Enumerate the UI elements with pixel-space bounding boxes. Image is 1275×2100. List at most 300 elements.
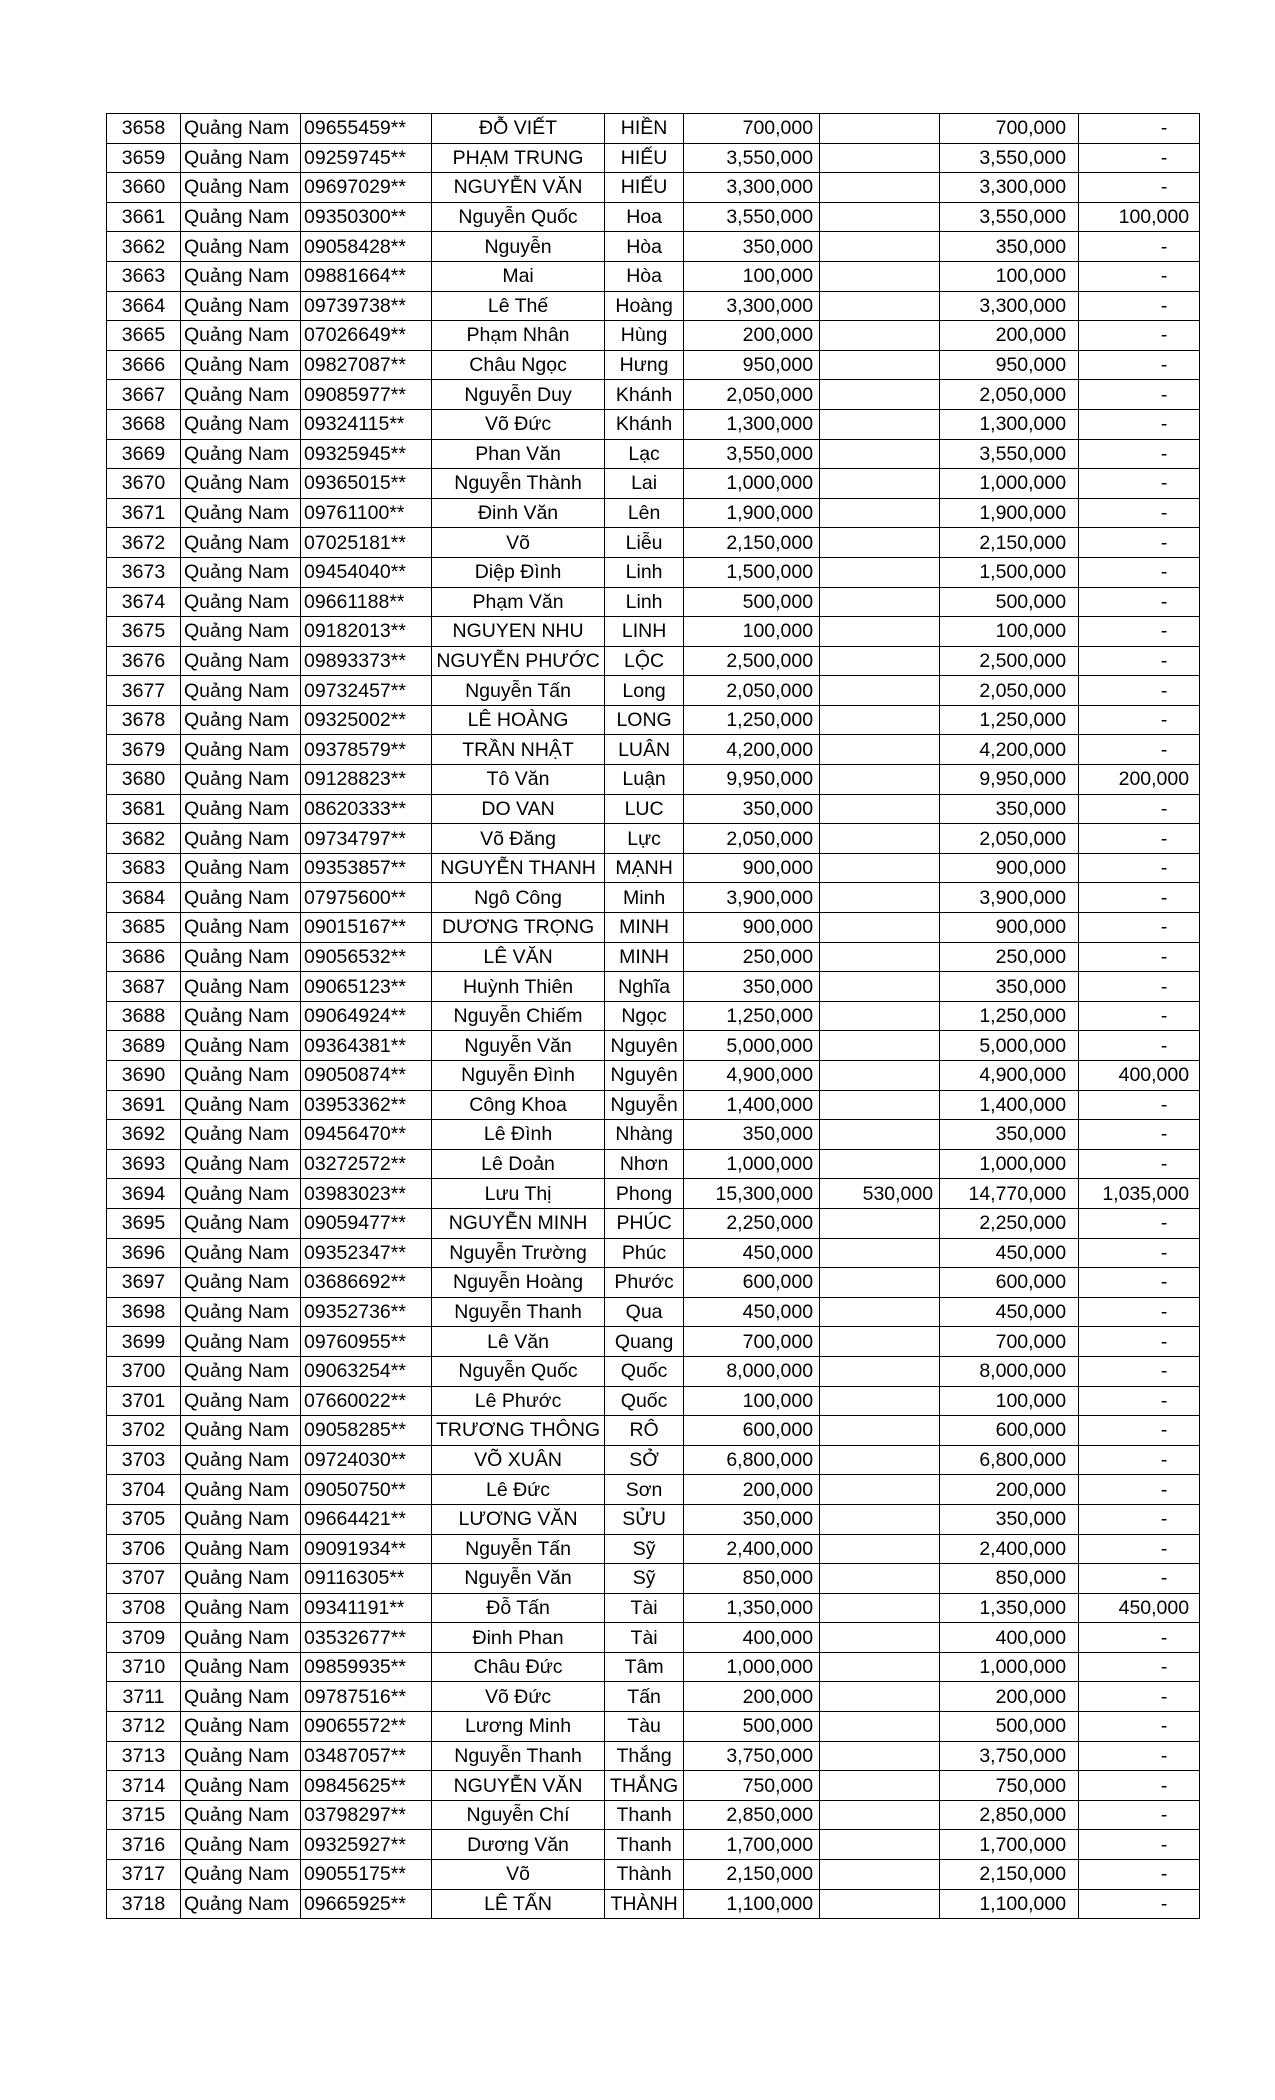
amount-paid-cell: 3,550,000: [940, 202, 1079, 232]
amount-paid-cell: 1,700,000: [940, 1830, 1079, 1860]
amount-deducted-cell: [820, 439, 940, 469]
row-number-cell: 3705: [107, 1504, 181, 1534]
amount-total-cell: 350,000: [684, 232, 820, 262]
amount-extra-cell: -: [1079, 1682, 1200, 1712]
row-number-cell: 3691: [107, 1090, 181, 1120]
amount-paid-cell: 900,000: [940, 853, 1079, 883]
phone-cell: 09058428**: [301, 232, 432, 262]
table-row: [107, 1238, 1200, 1268]
amount-extra-cell: -: [1079, 439, 1200, 469]
surname-middle-cell: LÊ TẤN: [432, 1889, 605, 1919]
surname-middle-cell: Nguyễn Chiếm: [432, 1001, 605, 1031]
table-row: [107, 1741, 1200, 1771]
province-cell: Quảng Nam: [181, 883, 301, 913]
given-name-cell: LỘC: [605, 646, 684, 676]
surname-middle-cell: Nguyễn Văn: [432, 1031, 605, 1061]
province-cell: Quảng Nam: [181, 528, 301, 558]
amount-paid-cell: 400,000: [940, 1623, 1079, 1653]
phone-cell: 09350300**: [301, 202, 432, 232]
given-name-cell: Nghĩa: [605, 972, 684, 1002]
amount-deducted-cell: [820, 646, 940, 676]
province-cell: Quảng Nam: [181, 617, 301, 647]
phone-cell: 09827087**: [301, 350, 432, 380]
amount-extra-cell: -: [1079, 1416, 1200, 1446]
row-number-cell: 3710: [107, 1652, 181, 1682]
amount-extra-cell: -: [1079, 1445, 1200, 1475]
amount-paid-cell: 2,400,000: [940, 1534, 1079, 1564]
given-name-cell: Hòa: [605, 232, 684, 262]
given-name-cell: Tài: [605, 1593, 684, 1623]
amount-deducted-cell: [820, 765, 940, 795]
amount-extra-cell: -: [1079, 1741, 1200, 1771]
amount-extra-cell: -: [1079, 1564, 1200, 1594]
phone-cell: 09893373**: [301, 646, 432, 676]
amount-extra-cell: -: [1079, 705, 1200, 735]
amount-extra-cell: -: [1079, 1800, 1200, 1830]
amount-total-cell: 100,000: [684, 617, 820, 647]
amount-extra-cell: -: [1079, 409, 1200, 439]
table-row: [107, 321, 1200, 351]
amount-paid-cell: 14,770,000: [940, 1179, 1079, 1209]
given-name-cell: Hoa: [605, 202, 684, 232]
phone-cell: 09859935**: [301, 1652, 432, 1682]
amount-paid-cell: 350,000: [940, 972, 1079, 1002]
amount-paid-cell: 1,000,000: [940, 469, 1079, 499]
amount-total-cell: 1,500,000: [684, 557, 820, 587]
amount-paid-cell: 2,250,000: [940, 1208, 1079, 1238]
phone-cell: 09182013**: [301, 617, 432, 647]
amount-extra-cell: -: [1079, 1031, 1200, 1061]
given-name-cell: Sơn: [605, 1475, 684, 1505]
amount-deducted-cell: [820, 1889, 940, 1919]
amount-deducted-cell: [820, 1623, 940, 1653]
surname-middle-cell: Nguyễn Đình: [432, 1061, 605, 1091]
surname-middle-cell: TRẦN NHẬT: [432, 735, 605, 765]
given-name-cell: THẮNG: [605, 1771, 684, 1801]
given-name-cell: Nhàng: [605, 1120, 684, 1150]
province-cell: Quảng Nam: [181, 114, 301, 144]
amount-extra-cell: -: [1079, 617, 1200, 647]
phone-cell: 09065572**: [301, 1712, 432, 1742]
given-name-cell: Thắng: [605, 1741, 684, 1771]
table-row: [107, 1356, 1200, 1386]
phone-cell: 09064924**: [301, 1001, 432, 1031]
amount-total-cell: 950,000: [684, 350, 820, 380]
phone-cell: 09063254**: [301, 1356, 432, 1386]
surname-middle-cell: Lê Thế: [432, 291, 605, 321]
row-number-cell: 3717: [107, 1860, 181, 1890]
amount-total-cell: 2,150,000: [684, 1860, 820, 1890]
given-name-cell: Nhơn: [605, 1149, 684, 1179]
amount-total-cell: 450,000: [684, 1238, 820, 1268]
given-name-cell: LUÂN: [605, 735, 684, 765]
surname-middle-cell: Châu Đức: [432, 1652, 605, 1682]
table-row: [107, 1682, 1200, 1712]
amount-total-cell: 200,000: [684, 1475, 820, 1505]
province-cell: Quảng Nam: [181, 1031, 301, 1061]
amount-total-cell: 6,800,000: [684, 1445, 820, 1475]
phone-cell: 09787516**: [301, 1682, 432, 1712]
amount-total-cell: 1,100,000: [684, 1889, 820, 1919]
amount-paid-cell: 750,000: [940, 1771, 1079, 1801]
amount-deducted-cell: [820, 1504, 940, 1534]
phone-cell: 09734797**: [301, 824, 432, 854]
given-name-cell: Hòa: [605, 261, 684, 291]
province-cell: Quảng Nam: [181, 232, 301, 262]
surname-middle-cell: Nguyễn Chí: [432, 1800, 605, 1830]
amount-extra-cell: -: [1079, 1327, 1200, 1357]
amount-total-cell: 1,350,000: [684, 1593, 820, 1623]
province-cell: Quảng Nam: [181, 321, 301, 351]
amount-total-cell: 2,400,000: [684, 1534, 820, 1564]
given-name-cell: Hoàng: [605, 291, 684, 321]
amount-deducted-cell: [820, 498, 940, 528]
table-row: [107, 883, 1200, 913]
table-row: [107, 1297, 1200, 1327]
phone-cell: 09697029**: [301, 173, 432, 203]
given-name-cell: Phúc: [605, 1238, 684, 1268]
table-row: [107, 1268, 1200, 1298]
amount-extra-cell: -: [1079, 1149, 1200, 1179]
amount-extra-cell: 200,000: [1079, 765, 1200, 795]
phone-cell: 09341191**: [301, 1593, 432, 1623]
amount-deducted-cell: [820, 1445, 940, 1475]
given-name-cell: Qua: [605, 1297, 684, 1327]
table-row: [107, 528, 1200, 558]
phone-cell: 09456470**: [301, 1120, 432, 1150]
table-row: [107, 735, 1200, 765]
amount-paid-cell: 1,000,000: [940, 1652, 1079, 1682]
province-cell: Quảng Nam: [181, 380, 301, 410]
surname-middle-cell: TRƯƠNG THÔNG: [432, 1416, 605, 1446]
table-row: [107, 143, 1200, 173]
surname-middle-cell: Nguyễn Thành: [432, 469, 605, 499]
amount-paid-cell: 200,000: [940, 321, 1079, 351]
surname-middle-cell: VÕ XUÂN: [432, 1445, 605, 1475]
phone-cell: 09353857**: [301, 853, 432, 883]
surname-middle-cell: NGUYỄN PHƯỚC: [432, 646, 605, 676]
amount-extra-cell: -: [1079, 469, 1200, 499]
row-number-cell: 3702: [107, 1416, 181, 1446]
surname-middle-cell: Nguyễn: [432, 232, 605, 262]
amount-total-cell: 1,300,000: [684, 409, 820, 439]
phone-cell: 09378579**: [301, 735, 432, 765]
phone-cell: 09056532**: [301, 942, 432, 972]
row-number-cell: 3682: [107, 824, 181, 854]
row-number-cell: 3658: [107, 114, 181, 144]
row-number-cell: 3671: [107, 498, 181, 528]
province-cell: Quảng Nam: [181, 1386, 301, 1416]
surname-middle-cell: ĐỖ VIẾT: [432, 114, 605, 144]
amount-extra-cell: -: [1079, 1504, 1200, 1534]
amount-extra-cell: -: [1079, 646, 1200, 676]
amount-deducted-cell: [820, 1771, 940, 1801]
row-number-cell: 3707: [107, 1564, 181, 1594]
table-row: [107, 676, 1200, 706]
table-row: [107, 1800, 1200, 1830]
row-number-cell: 3709: [107, 1623, 181, 1653]
province-cell: Quảng Nam: [181, 1771, 301, 1801]
table-row: [107, 291, 1200, 321]
surname-middle-cell: Ngô Công: [432, 883, 605, 913]
amount-deducted-cell: [820, 942, 940, 972]
row-number-cell: 3718: [107, 1889, 181, 1919]
table-row: [107, 1416, 1200, 1446]
row-number-cell: 3664: [107, 291, 181, 321]
province-cell: Quảng Nam: [181, 1061, 301, 1091]
table-row: [107, 617, 1200, 647]
surname-middle-cell: Lê Phước: [432, 1386, 605, 1416]
amount-total-cell: 3,550,000: [684, 439, 820, 469]
surname-middle-cell: Tô Văn: [432, 765, 605, 795]
row-number-cell: 3699: [107, 1327, 181, 1357]
province-cell: Quảng Nam: [181, 1593, 301, 1623]
amount-total-cell: 1,000,000: [684, 469, 820, 499]
amount-deducted-cell: [820, 1120, 940, 1150]
amount-deducted-cell: [820, 528, 940, 558]
surname-middle-cell: Lê Đình: [432, 1120, 605, 1150]
phone-cell: 09352736**: [301, 1297, 432, 1327]
table-row: [107, 1090, 1200, 1120]
province-cell: Quảng Nam: [181, 173, 301, 203]
province-cell: Quảng Nam: [181, 1889, 301, 1919]
amount-deducted-cell: [820, 1356, 940, 1386]
phone-cell: 09881664**: [301, 261, 432, 291]
province-cell: Quảng Nam: [181, 1120, 301, 1150]
given-name-cell: Ngọc: [605, 1001, 684, 1031]
surname-middle-cell: Nguyễn Văn: [432, 1564, 605, 1594]
row-number-cell: 3683: [107, 853, 181, 883]
amount-paid-cell: 3,300,000: [940, 291, 1079, 321]
province-cell: Quảng Nam: [181, 1504, 301, 1534]
amount-paid-cell: 3,550,000: [940, 143, 1079, 173]
amount-extra-cell: -: [1079, 1860, 1200, 1890]
amount-total-cell: 500,000: [684, 1712, 820, 1742]
row-number-cell: 3711: [107, 1682, 181, 1712]
amount-total-cell: 200,000: [684, 321, 820, 351]
given-name-cell: Minh: [605, 883, 684, 913]
row-number-cell: 3712: [107, 1712, 181, 1742]
phone-cell: 09365015**: [301, 469, 432, 499]
row-number-cell: 3677: [107, 676, 181, 706]
amount-paid-cell: 2,050,000: [940, 380, 1079, 410]
amount-total-cell: 2,150,000: [684, 528, 820, 558]
amount-paid-cell: 450,000: [940, 1238, 1079, 1268]
table-row: [107, 1712, 1200, 1742]
amount-deducted-cell: [820, 232, 940, 262]
amount-deducted-cell: [820, 1149, 940, 1179]
amount-paid-cell: 450,000: [940, 1297, 1079, 1327]
amount-deducted-cell: [820, 913, 940, 943]
surname-middle-cell: Nguyễn Quốc: [432, 1356, 605, 1386]
amount-extra-cell: -: [1079, 1208, 1200, 1238]
amount-paid-cell: 250,000: [940, 942, 1079, 972]
given-name-cell: Hưng: [605, 350, 684, 380]
table-row: [107, 1860, 1200, 1890]
surname-middle-cell: Lương Minh: [432, 1712, 605, 1742]
table-row: [107, 972, 1200, 1002]
amount-paid-cell: 1,300,000: [940, 409, 1079, 439]
row-number-cell: 3668: [107, 409, 181, 439]
amount-deducted-cell: [820, 1564, 940, 1594]
amount-total-cell: 750,000: [684, 1771, 820, 1801]
amount-deducted-cell: [820, 350, 940, 380]
table-row: [107, 1149, 1200, 1179]
given-name-cell: Long: [605, 676, 684, 706]
phone-cell: 09085977**: [301, 380, 432, 410]
table-row: [107, 1445, 1200, 1475]
phone-cell: 09364381**: [301, 1031, 432, 1061]
amount-paid-cell: 200,000: [940, 1682, 1079, 1712]
amount-paid-cell: 2,850,000: [940, 1800, 1079, 1830]
amount-deducted-cell: [820, 1327, 940, 1357]
given-name-cell: LONG: [605, 705, 684, 735]
surname-middle-cell: Nguyễn Tấn: [432, 1534, 605, 1564]
amount-total-cell: 500,000: [684, 587, 820, 617]
phone-cell: 09325002**: [301, 705, 432, 735]
amount-deducted-cell: [820, 617, 940, 647]
amount-paid-cell: 3,300,000: [940, 173, 1079, 203]
row-number-cell: 3679: [107, 735, 181, 765]
amount-deducted-cell: [820, 321, 940, 351]
amount-deducted-cell: [820, 735, 940, 765]
phone-cell: 09655459**: [301, 114, 432, 144]
table-row: [107, 1386, 1200, 1416]
amount-total-cell: 2,850,000: [684, 1800, 820, 1830]
given-name-cell: Hùng: [605, 321, 684, 351]
province-cell: Quảng Nam: [181, 1297, 301, 1327]
amount-deducted-cell: [820, 1001, 940, 1031]
amount-total-cell: 900,000: [684, 853, 820, 883]
amount-total-cell: 3,300,000: [684, 173, 820, 203]
amount-extra-cell: -: [1079, 824, 1200, 854]
data-table: [106, 113, 1200, 1919]
amount-extra-cell: -: [1079, 735, 1200, 765]
row-number-cell: 3704: [107, 1475, 181, 1505]
given-name-cell: SỬU: [605, 1504, 684, 1534]
province-cell: Quảng Nam: [181, 557, 301, 587]
province-cell: Quảng Nam: [181, 1327, 301, 1357]
phone-cell: 09259745**: [301, 143, 432, 173]
amount-extra-cell: -: [1079, 1652, 1200, 1682]
given-name-cell: Nguyên: [605, 1031, 684, 1061]
province-cell: Quảng Nam: [181, 1475, 301, 1505]
amount-deducted-cell: [820, 469, 940, 499]
amount-total-cell: 15,300,000: [684, 1179, 820, 1209]
amount-total-cell: 350,000: [684, 794, 820, 824]
amount-total-cell: 1,400,000: [684, 1090, 820, 1120]
amount-deducted-cell: [820, 1268, 940, 1298]
amount-extra-cell: -: [1079, 321, 1200, 351]
amount-total-cell: 100,000: [684, 1386, 820, 1416]
province-cell: Quảng Nam: [181, 1741, 301, 1771]
surname-middle-cell: Đinh Phan: [432, 1623, 605, 1653]
amount-paid-cell: 2,050,000: [940, 676, 1079, 706]
province-cell: Quảng Nam: [181, 913, 301, 943]
province-cell: Quảng Nam: [181, 1238, 301, 1268]
amount-extra-cell: -: [1079, 498, 1200, 528]
surname-middle-cell: DO VAN: [432, 794, 605, 824]
table-row: [107, 1475, 1200, 1505]
province-cell: Quảng Nam: [181, 498, 301, 528]
amount-total-cell: 3,900,000: [684, 883, 820, 913]
table-row: [107, 587, 1200, 617]
phone-cell: 09325927**: [301, 1830, 432, 1860]
phone-cell: 03953362**: [301, 1090, 432, 1120]
phone-cell: 09732457**: [301, 676, 432, 706]
amount-paid-cell: 1,250,000: [940, 705, 1079, 735]
surname-middle-cell: NGUYỄN THANH: [432, 853, 605, 883]
given-name-cell: Phước: [605, 1268, 684, 1298]
surname-middle-cell: NGUYỄN MINH: [432, 1208, 605, 1238]
table-row: [107, 942, 1200, 972]
province-cell: Quảng Nam: [181, 705, 301, 735]
amount-total-cell: 2,500,000: [684, 646, 820, 676]
province-cell: Quảng Nam: [181, 1268, 301, 1298]
amount-total-cell: 8,000,000: [684, 1356, 820, 1386]
amount-total-cell: 350,000: [684, 972, 820, 1002]
amount-extra-cell: -: [1079, 1386, 1200, 1416]
row-number-cell: 3663: [107, 261, 181, 291]
row-number-cell: 3659: [107, 143, 181, 173]
amount-extra-cell: -: [1079, 1623, 1200, 1653]
given-name-cell: Quốc: [605, 1356, 684, 1386]
row-number-cell: 3681: [107, 794, 181, 824]
amount-total-cell: 250,000: [684, 942, 820, 972]
row-number-cell: 3672: [107, 528, 181, 558]
given-name-cell: RÔ: [605, 1416, 684, 1446]
amount-extra-cell: -: [1079, 1356, 1200, 1386]
phone-cell: 03983023**: [301, 1179, 432, 1209]
given-name-cell: PHÚC: [605, 1208, 684, 1238]
row-number-cell: 3692: [107, 1120, 181, 1150]
given-name-cell: Thanh: [605, 1830, 684, 1860]
amount-paid-cell: 1,500,000: [940, 557, 1079, 587]
amount-paid-cell: 700,000: [940, 1327, 1079, 1357]
given-name-cell: Nguyên: [605, 1061, 684, 1091]
phone-cell: 03487057**: [301, 1741, 432, 1771]
row-number-cell: 3716: [107, 1830, 181, 1860]
amount-total-cell: 1,000,000: [684, 1652, 820, 1682]
given-name-cell: Linh: [605, 587, 684, 617]
amount-total-cell: 4,200,000: [684, 735, 820, 765]
table-row: [107, 913, 1200, 943]
row-number-cell: 3674: [107, 587, 181, 617]
amount-paid-cell: 4,900,000: [940, 1061, 1079, 1091]
amount-deducted-cell: [820, 1741, 940, 1771]
province-cell: Quảng Nam: [181, 350, 301, 380]
phone-cell: 09761100**: [301, 498, 432, 528]
amount-extra-cell: -: [1079, 883, 1200, 913]
table-row: [107, 1120, 1200, 1150]
phone-cell: 03532677**: [301, 1623, 432, 1653]
given-name-cell: Sỹ: [605, 1534, 684, 1564]
given-name-cell: Quốc: [605, 1386, 684, 1416]
amount-deducted-cell: [820, 114, 940, 144]
province-cell: Quảng Nam: [181, 409, 301, 439]
surname-middle-cell: NGUYỄN VĂN: [432, 1771, 605, 1801]
given-name-cell: HIẾU: [605, 173, 684, 203]
row-number-cell: 3695: [107, 1208, 181, 1238]
surname-middle-cell: Nguyễn Hoàng: [432, 1268, 605, 1298]
amount-extra-cell: -: [1079, 1090, 1200, 1120]
province-cell: Quảng Nam: [181, 1149, 301, 1179]
surname-middle-cell: Phạm Văn: [432, 587, 605, 617]
surname-middle-cell: Phạm Nhân: [432, 321, 605, 351]
given-name-cell: Nguyễn: [605, 1090, 684, 1120]
given-name-cell: Thanh: [605, 1800, 684, 1830]
phone-cell: 09739738**: [301, 291, 432, 321]
